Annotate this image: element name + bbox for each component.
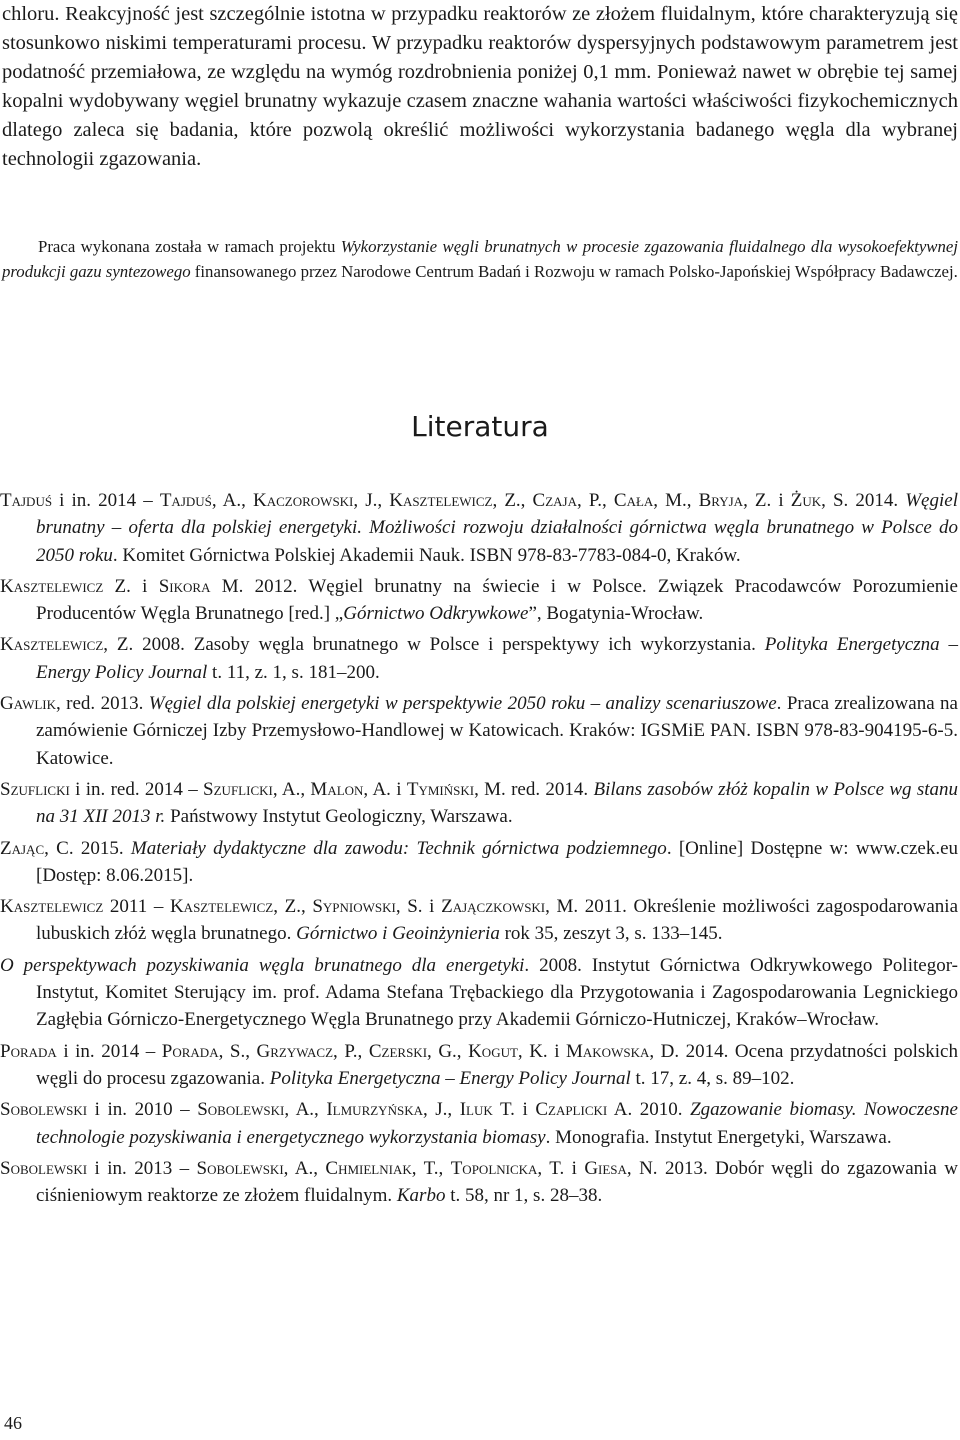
reference-author-name: Malon <box>310 778 364 800</box>
reference-author-name: Ilmurzyńska <box>326 1099 423 1121</box>
reference-text: 2011 – <box>103 896 170 918</box>
reference-author-name: Cała <box>613 490 654 511</box>
reference-author-name: Gawlik <box>0 693 56 715</box>
reference-text: , K. i <box>517 1040 567 1062</box>
reference-text: , Z., <box>492 490 533 511</box>
reference-text: t. 11, z. 1, s. 181–200. <box>207 661 380 683</box>
page-number: 46 <box>4 1413 22 1433</box>
project-title: Wykorzystanie węgli brunatnych w procesie zgazowania fluidalnego dla wysokoefektywnej produkcji gazu syntezowego <box>2 237 959 281</box>
reference-author-name: Kaczorowski <box>253 490 354 511</box>
reference-entry <box>0 1155 958 1210</box>
reference-author-name: Kasztelewicz <box>169 896 274 918</box>
reference-author-name: Grzywacz <box>256 1040 334 1062</box>
reference-text: . Komitet Górnictwa Polskiej Akademii Nauk. ISBN 978-83-7783-084-0, Kraków. <box>112 544 741 566</box>
reference-author-name: Szuflicki <box>203 778 273 800</box>
reference-entry <box>0 487 958 569</box>
reference-text: , A., <box>284 1099 327 1121</box>
reference-author-name: Topolnicka <box>450 1157 538 1179</box>
reference-italic-title: Górnictwo i Geoinżynieria <box>296 923 500 945</box>
reference-author-name: Zając <box>0 837 45 859</box>
reference-author-name: Szuflicki <box>0 778 70 800</box>
reference-author-name: Giesa <box>584 1157 627 1179</box>
reference-text: i in. 2014 – <box>56 1040 162 1062</box>
reference-author-name: Kasztelewicz <box>0 634 104 656</box>
reference-text: , A., <box>272 778 311 800</box>
reference-italic-title: Zgazowanie biomasy. Nowoczesne technologie pozyskiwania i energetycznego wykorzystania biomasy <box>36 1099 958 1148</box>
reference-entry <box>0 1096 958 1151</box>
reference-text: , A., <box>211 490 253 511</box>
reference-author-name: Kogut <box>468 1040 518 1062</box>
acknowledgement-note <box>2 234 958 284</box>
reference-text: , T., <box>411 1157 451 1179</box>
reference-author-name: Kasztelewicz <box>389 490 493 511</box>
reference-entry <box>0 952 958 1034</box>
reference-text: , A. i <box>363 778 407 800</box>
reference-text: , S., <box>218 1040 257 1062</box>
reference-italic-title: O perspektywach pozyskiwania węgla brunatnego dla energetyki <box>0 954 525 976</box>
acknowledgement-text-after: finansowanego przez Narodowe Centrum Badań i Rozwoju w ramach Polsko-Japońskiej Współpracy Badawczej. <box>190 262 958 281</box>
reference-italic-title: Węgiel dla polskiej energetyki w perspektywie 2050 roku – analizy scenariuszowe <box>148 693 777 715</box>
reference-text: i in. red. 2014 – <box>69 778 204 800</box>
reference-text: , S. i <box>395 896 442 918</box>
reference-author-name: Czaja <box>532 490 577 511</box>
reference-text: , J., <box>353 490 390 511</box>
reference-author-name: Kasztelewicz <box>0 575 104 597</box>
reference-entry <box>0 631 958 686</box>
reference-author-name: Kasztelewicz <box>0 896 104 918</box>
reference-text: , D. 2014. Ocena przydatności polskich węgli do procesu zgazowania. <box>36 1040 958 1089</box>
reference-author-name: Sobolewski <box>0 1157 88 1179</box>
reference-author-name: Czerski <box>368 1040 428 1062</box>
reference-entry <box>0 893 958 948</box>
references-list <box>0 487 958 1213</box>
reference-text: . Praca zrealizowana na zamówienie Górniczej Izby Przemysłowo-Handlowej w Katowicach. Kraków: IGSMiE PAN. ISBN 978-83-904195-6-5. Katowice. <box>36 693 958 769</box>
reference-text: T. i <box>492 1099 536 1121</box>
reference-text: i in. 2013 – <box>87 1157 197 1179</box>
reference-italic-title: Górnictwo Odkrywkowe <box>343 603 529 625</box>
reference-text: , A., <box>283 1157 326 1179</box>
reference-text: , N. 2013. Dobór węgli do zgazowania w ciśnieniowym reaktorze ze złożem fluidalnym. <box>36 1157 958 1207</box>
reference-text: ”, Bogatynia-Wrocław. <box>528 603 704 625</box>
acknowledgement-text-before: Praca wykonana została w ramach projektu <box>38 237 341 256</box>
reference-text: , G., <box>427 1040 469 1062</box>
reference-italic-title: Bilans zasobów złóż kopalin w Polsce wg stanu na 31 XII 2013 r. <box>36 778 959 828</box>
reference-italic-title: Karbo <box>396 1185 446 1207</box>
reference-author-name: Porada <box>161 1040 219 1062</box>
reference-text: M. 2012. Węgiel brunatny na świecie i w Polsce. Związek Pracodawców Porozumienie Producentów Węgla Brunatnego [red.] „ <box>36 575 958 625</box>
reference-entry <box>0 835 958 890</box>
reference-italic-title: Polityka Energetyczna – Energy Policy Journal <box>269 1067 631 1089</box>
reference-text: , J., <box>422 1099 460 1121</box>
reference-author-name: Chmielniak <box>325 1157 412 1179</box>
reference-italic-title: Polityka Energetyczna – Energy Policy Journal <box>36 634 958 683</box>
reference-italic-title: Węgiel brunatny – oferta dla polskiej energetyki. Możliwości rozwoju działalności górnictwa węgla brunatnego w Polsce do 2050 roku <box>36 490 958 566</box>
reference-author-name: Tajduś <box>0 490 53 511</box>
reference-text: Państwowy Instytut Geologiczny, Warszawa. <box>165 806 513 828</box>
reference-text: , Z., <box>273 896 313 918</box>
reference-text: . Monografia. Instytut Energetyki, Warszawa. <box>545 1126 892 1148</box>
reference-entry <box>0 690 958 772</box>
reference-author-name: Makowska <box>566 1040 650 1062</box>
reference-text: . [Online] Dostępne w: www.czek.eu [Dostęp: 8.06.2015]. <box>36 837 959 886</box>
reference-author-name: Zajączkowski <box>441 896 546 918</box>
reference-text: , M., <box>653 490 699 511</box>
reference-text: , T. i <box>537 1157 585 1179</box>
reference-author-name: Bryja <box>698 490 744 511</box>
reference-text: rok 35, zeszyt 3, s. 133–145. <box>499 923 723 945</box>
reference-text: A. 2010. <box>607 1099 691 1121</box>
reference-author-name: Sikora <box>158 575 211 597</box>
reference-text: t. 58, nr 1, s. 28–38. <box>445 1185 603 1207</box>
reference-author-name: Sypniowski <box>312 896 396 918</box>
reference-author-name: Tajduś <box>159 490 212 511</box>
reference-entry <box>0 1038 958 1093</box>
body-paragraph: chloru. Reakcyjność jest szczególnie istotna w przypadku reaktorów ze złożem fluidalnym, które charakteryzują się stosunkowo niskimi temperaturami procesu. W przypadku reaktorów dyspersyjnych podstawowym parametrem jest podatność przemiałowa, ze względu na wymóg rozdrobnienia poniżej 0,1 mm. Ponieważ nawet w obrębie tej samej kopalni wydobywany węgiel brunatny wykazuje czasem znaczne wahania wartości właściwości fizykochemicznych dlatego zaleca się badania, które pozwolą określić możliwości wykorzystania badanego węgla dla wybranej technologii zgazowania. <box>2 3 958 170</box>
reference-text: , M. 2011. Określenie możliwości zagospodarowania lubuskich złóż węgla brunatnego. <box>36 896 958 945</box>
reference-author-name: Porada <box>0 1040 57 1062</box>
reference-text: , Z. i <box>743 490 791 511</box>
reference-text: i in. 2010 – <box>87 1099 198 1121</box>
reference-author-name: Sobolewski <box>196 1157 284 1179</box>
reference-text: , M. red. 2014. <box>474 778 594 800</box>
reference-author-name: Iluk <box>459 1099 493 1121</box>
reference-text: i in. 2014 – <box>52 490 160 511</box>
reference-entry <box>0 573 958 628</box>
reference-text: , C. 2015. <box>44 837 131 859</box>
reference-text: , S. 2014. <box>821 490 906 511</box>
reference-author-name: Sobolewski <box>0 1099 88 1121</box>
references-heading: Literatura <box>411 410 549 443</box>
reference-text: t. 17, z. 4, s. 89–102. <box>630 1067 795 1089</box>
reference-text: , Z. 2008. Zasoby węgla brunatnego w Polsce i perspektywy ich wykorzystania. <box>103 634 765 656</box>
reference-author-name: Czaplicki <box>535 1099 608 1121</box>
reference-text: , P., <box>576 490 614 511</box>
reference-text: , red. 2013. <box>56 693 149 715</box>
reference-author-name: Sobolewski <box>197 1099 285 1121</box>
reference-author-name: Tymiński <box>406 778 475 800</box>
reference-text: , P., <box>333 1040 369 1062</box>
reference-italic-title: Materiały dydaktyczne dla zawodu: Technik górnictwa podziemnego <box>130 837 667 859</box>
reference-author-name: Żuk <box>790 490 822 511</box>
reference-text: Z. i <box>103 575 159 597</box>
reference-text: . 2008. Instytut Górnictwa Odkrywkowego Politegor-Instytut, Komitet Sterujący im. prof. Adama Stefana Trębackiego dla Przygotowania i Zagospodarowania Legnickiego Zagłębia Górniczo-Energetycznego Węgla Brunatnego przy Akademii Górniczo-Hutniczej, Kraków–Wrocław. <box>36 954 958 1031</box>
reference-entry <box>0 776 958 831</box>
